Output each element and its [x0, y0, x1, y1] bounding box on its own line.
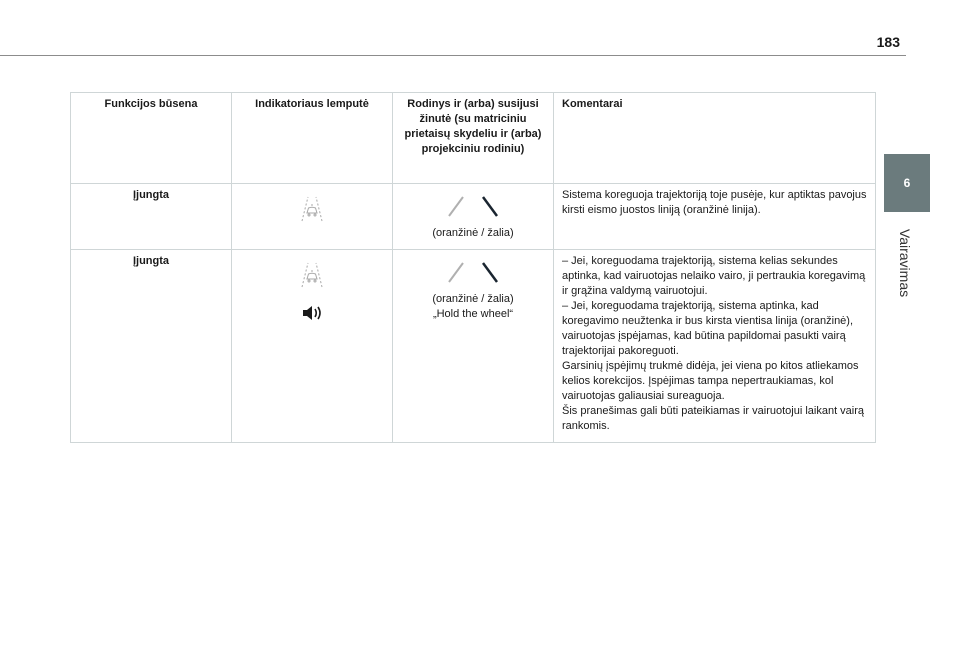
speaker-sound-icon [301, 304, 323, 322]
top-rule [0, 55, 906, 56]
lane-assist-table [70, 92, 876, 443]
lane-keeping-car-icon [297, 194, 327, 222]
lane-lines-icon [441, 260, 505, 284]
table-row [71, 184, 876, 250]
lane-keeping-car-icon [297, 260, 327, 288]
indicator-cell [232, 184, 393, 250]
chapter-title-text: Vairavimas [897, 228, 914, 298]
chapter-tab[interactable]: 6 [884, 154, 930, 212]
comment-text: Šis pranešimas gali būti pateikiamas ir vairuotojui laikant vairą rankomis. [562, 405, 865, 432]
page-number: 183 [876, 34, 900, 50]
table-row [71, 250, 876, 443]
display-message: (oranžinė / žalia) [432, 227, 514, 239]
header-state: Funkcijos būsena [71, 93, 232, 184]
header-indicator: Indikatoriaus lemputė [232, 93, 393, 184]
table-header-row [71, 93, 876, 184]
state-cell: Įjungta [71, 184, 232, 250]
indicator-cell [232, 250, 393, 443]
lane-lines-icon [441, 194, 505, 218]
comment-text: Sistema koreguoja trajektoriją toje pusėje, kur aptiktas pavojus kirsti eismo juostos liniją (oranžinė linija). [562, 189, 867, 216]
comment-text: – Jei, koreguodama trajektoriją, sistema kelias sekundes aptinka, kad vairuotojas nelaiko vairo, ji pertraukia koregavimą ir grąžina valdymą vairuotojui. [562, 255, 866, 297]
display-message-hold-wheel: „Hold the wheel“ [432, 308, 514, 320]
comment-text: Garsinių įspėjimų trukmė didėja, jei viena po kitos atliekamos kelios korekcijos. Įspėjimas tampa nepertraukiamas, kol vairuotojas galiausiai sureaguoja. [562, 360, 859, 402]
display-cell [393, 250, 554, 443]
display-cell [393, 184, 554, 250]
header-comments: Komentarai [554, 93, 876, 184]
comment-cell [554, 250, 876, 443]
chapter-title [880, 218, 930, 308]
state-cell: Įjungta [71, 250, 232, 443]
comment-cell [554, 184, 876, 250]
header-display: Rodinys ir (arba) susijusi žinutė (su matriciniu prietaisų skydeliu ir (arba) projekciniu rodiniu) [393, 93, 554, 184]
display-message: (oranžinė / žalia) [432, 293, 514, 305]
comment-text: – Jei, koreguodama trajektoriją, sistema aptinka, kad koregavimo neužtenka ir bus kirsta vientisa linija (oranžinė), vairuotojas įspėjamas, kad būtina papildomai pasukti vairą trajektorijai pakoreguoti. [562, 300, 854, 357]
